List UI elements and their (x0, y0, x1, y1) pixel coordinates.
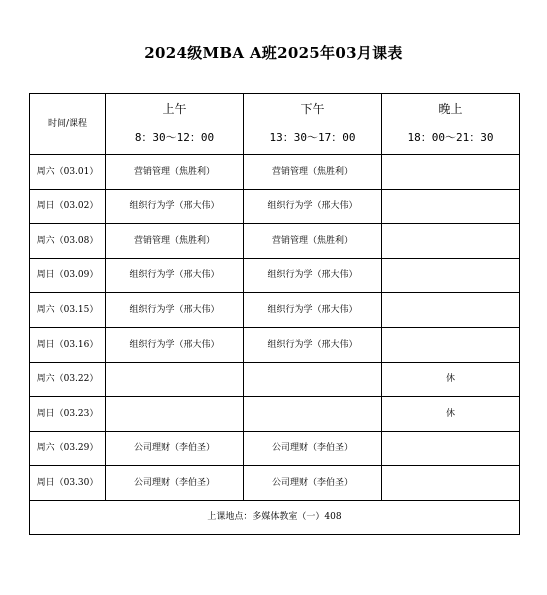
schedule-table (29, 93, 520, 535)
location-note: 上课地点：多媒体教室（一）408 (30, 500, 520, 534)
morning-course-cell: 组织行为学（邢大伟） (106, 258, 244, 293)
afternoon-course-cell (244, 397, 382, 432)
morning-course-cell (106, 362, 244, 397)
table-row (30, 224, 520, 259)
morning-course-cell: 组织行为学（邢大伟） (106, 189, 244, 224)
period-time: 8：30～12：00 (134, 131, 215, 145)
morning-course-cell (106, 397, 244, 432)
evening-course-cell (382, 293, 520, 328)
evening-course-cell (382, 466, 520, 501)
afternoon-course-cell: 营销管理（焦胜利） (244, 224, 382, 259)
evening-course-cell: 休 (382, 397, 520, 432)
table-row (30, 155, 520, 190)
date-cell: 周六（03.15） (30, 293, 106, 328)
period-header-afternoon (244, 94, 382, 155)
evening-course-cell (382, 327, 520, 362)
morning-course-cell: 公司理财（李伯圣） (106, 466, 244, 501)
date-cell: 周日（03.02） (30, 189, 106, 224)
date-cell: 周六（03.29） (30, 431, 106, 466)
date-cell: 周六（03.08） (30, 224, 106, 259)
table-row (30, 189, 520, 224)
period-time: 13：30～17：00 (269, 131, 356, 145)
table-row (30, 327, 520, 362)
morning-course-cell: 组织行为学（邢大伟） (106, 293, 244, 328)
morning-course-cell: 营销管理（焦胜利） (106, 155, 244, 190)
afternoon-course-cell: 营销管理（焦胜利） (244, 155, 382, 190)
evening-course-cell (382, 258, 520, 293)
evening-course-cell (382, 155, 520, 190)
afternoon-course-cell: 组织行为学（邢大伟） (244, 258, 382, 293)
date-cell: 周六（03.01） (30, 155, 106, 190)
table-row (30, 258, 520, 293)
period-name: 下午 (300, 102, 325, 117)
afternoon-course-cell: 组织行为学（邢大伟） (244, 189, 382, 224)
date-cell: 周六（03.22） (30, 362, 106, 397)
table-row (30, 466, 520, 501)
date-cell: 周日（03.16） (30, 327, 106, 362)
evening-course-cell: 休 (382, 362, 520, 397)
footer-row (30, 500, 520, 534)
afternoon-course-cell: 组织行为学（邢大伟） (244, 293, 382, 328)
table-row (30, 431, 520, 466)
period-time: 18：00～21：30 (407, 131, 494, 145)
afternoon-course-cell: 公司理财（李伯圣） (244, 466, 382, 501)
header-row (30, 94, 520, 155)
table-row (30, 397, 520, 432)
evening-course-cell (382, 431, 520, 466)
afternoon-course-cell (244, 362, 382, 397)
date-cell: 周日（03.23） (30, 397, 106, 432)
page-title: 2024级MBA A班2025年03月课表 (144, 44, 403, 62)
morning-course-cell: 公司理财（李伯圣） (106, 431, 244, 466)
evening-course-cell (382, 189, 520, 224)
evening-course-cell (382, 224, 520, 259)
afternoon-course-cell: 组织行为学（邢大伟） (244, 327, 382, 362)
period-header-evening (382, 94, 520, 155)
afternoon-course-cell: 公司理财（李伯圣） (244, 431, 382, 466)
period-name: 上午 (162, 102, 187, 117)
table-row (30, 293, 520, 328)
morning-course-cell: 组织行为学（邢大伟） (106, 327, 244, 362)
period-header-morning (106, 94, 244, 155)
date-cell: 周日（03.09） (30, 258, 106, 293)
corner-header: 时间/课程 (30, 94, 106, 155)
table-row (30, 362, 520, 397)
date-cell: 周日（03.30） (30, 466, 106, 501)
period-name: 晚上 (438, 102, 463, 117)
morning-course-cell: 营销管理（焦胜利） (106, 224, 244, 259)
